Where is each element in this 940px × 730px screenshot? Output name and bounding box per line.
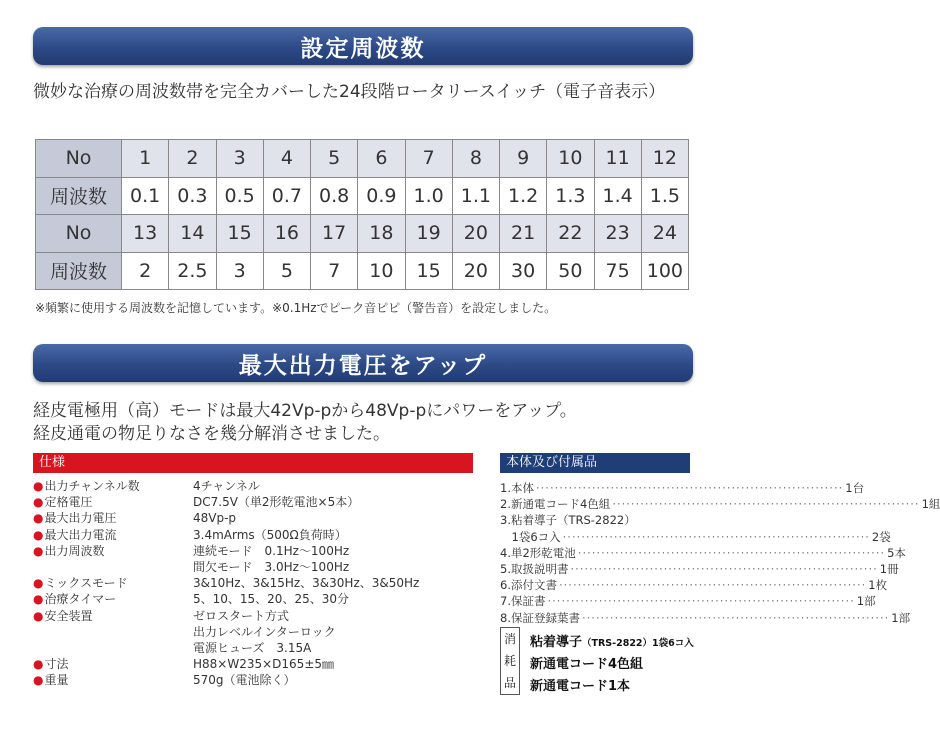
accessory-name: 2.新通電コード4色組 — [500, 497, 611, 512]
spec-label — [33, 591, 193, 607]
accessory-item — [500, 577, 888, 593]
no-cell: 4 — [263, 140, 310, 178]
specs-list — [33, 478, 473, 689]
no-cell: 8 — [452, 140, 499, 178]
spec-value: 間欠モード 3.0Hz～100Hz — [193, 560, 350, 575]
accessory-name: 4.単2形乾電池 — [500, 545, 576, 560]
spec-row — [33, 608, 473, 624]
no-cell: 3 — [216, 140, 263, 178]
no-cell: 24 — [641, 215, 688, 253]
accessory-name: 1袋6コ入 — [500, 529, 561, 544]
frequency-description: 微妙な治療の周波数帯を完全カバーした24段階ロータリースイッチ（電子音表示） — [33, 82, 666, 102]
spec-value: 4チャンネル — [193, 479, 260, 493]
section-title-voltage: 最大出力電圧をアップ — [33, 344, 693, 382]
spec-row — [33, 543, 473, 559]
leader-dots: ·································································· — [570, 562, 878, 577]
accessory-name: 5.取扱説明書 — [500, 562, 569, 577]
accessory-quantity: 5本 — [887, 545, 906, 560]
frequency-cell: 30 — [500, 252, 547, 290]
spec-value: 5、10、15、20、25、30分 — [193, 592, 349, 607]
frequency-cell: 2 — [122, 252, 169, 290]
bullet-icon: ● — [33, 543, 44, 558]
spec-label-text: 最大出力電流 — [44, 527, 117, 542]
spec-row — [33, 672, 473, 688]
no-header: No — [36, 140, 122, 178]
accessory-quantity: 1冊 — [879, 562, 899, 577]
no-cell: 17 — [311, 215, 358, 253]
accessory-name: 3.粘着導子（TRS-2822） — [500, 513, 636, 528]
frequency-cell: 50 — [547, 252, 594, 290]
frequency-cell: 1.0 — [405, 177, 452, 215]
no-cell: 19 — [405, 215, 452, 253]
accessory-quantity: 1部 — [856, 594, 876, 609]
no-cell: 23 — [594, 215, 641, 253]
consumables-label — [500, 627, 520, 695]
no-cell: 7 — [405, 140, 452, 178]
spec-row — [33, 591, 473, 607]
frequency-cell: 10 — [358, 252, 405, 290]
accessory-name: 1.本体 — [500, 481, 534, 495]
no-cell: 14 — [169, 215, 216, 253]
spec-label — [33, 656, 193, 672]
consumable-item: 新通電コード4色組 — [530, 657, 644, 672]
voltage-description-line2: 経皮通電の物足りなさを幾分解消させました。 — [33, 424, 390, 444]
spec-row — [33, 640, 473, 656]
frequency-cell: 7 — [311, 252, 358, 290]
table-row — [36, 252, 689, 290]
bullet-icon: ● — [33, 527, 44, 542]
spec-value: ゼロスタート方式 — [193, 608, 290, 623]
accessory-item — [500, 480, 865, 496]
bullet-icon: ● — [33, 657, 44, 672]
accessory-quantity: 1組 — [921, 497, 940, 512]
frequency-table — [35, 139, 689, 290]
bullet-icon: ● — [33, 576, 44, 591]
accessory-name: 6.添付文書 — [500, 578, 557, 593]
no-cell: 20 — [452, 215, 499, 253]
spec-value: 連続モード 0.1Hz～100Hz — [193, 543, 350, 558]
consumable-detail: （TRS-2822）1袋6コ入 — [582, 638, 694, 649]
spec-label — [33, 494, 193, 510]
no-cell: 9 — [500, 140, 547, 178]
frequency-cell: 0.7 — [263, 177, 310, 215]
accessory-quantity: 1部 — [891, 610, 911, 625]
frequency-cell: 1.1 — [452, 177, 499, 215]
spec-row — [33, 624, 473, 640]
spec-value: 電源ヒューズ 3.15A — [193, 641, 312, 656]
spec-label — [33, 640, 193, 656]
spec-row — [33, 494, 473, 510]
bullet-icon: ● — [33, 673, 44, 688]
spec-label-text: 重量 — [44, 673, 69, 688]
accessory-item — [500, 545, 906, 561]
spec-label — [33, 672, 193, 688]
spec-label — [33, 608, 193, 624]
frequency-cell: 5 — [263, 252, 310, 290]
frequency-header: 周波数 — [36, 177, 122, 215]
accessories-list — [500, 480, 940, 626]
no-cell: 15 — [216, 215, 263, 253]
leader-dots: ·································································· — [581, 610, 890, 625]
spec-row — [33, 527, 473, 543]
spec-label-text: ミックスモード — [44, 576, 128, 591]
consumable-item — [530, 631, 694, 650]
no-cell: 13 — [122, 215, 169, 253]
accessory-item — [500, 593, 876, 609]
bullet-icon: ● — [33, 592, 44, 607]
frequency-cell: 0.8 — [311, 177, 358, 215]
leader-dots: ·································································· — [577, 545, 886, 560]
no-cell: 16 — [263, 215, 310, 253]
frequency-cell: 1.5 — [641, 177, 688, 215]
frequency-cell: 100 — [641, 252, 688, 290]
leader-dots: ·································································· — [547, 594, 855, 609]
spec-label — [33, 624, 193, 640]
accessory-item — [500, 512, 690, 528]
leader-dots: ·································································· — [562, 529, 870, 544]
spec-label-text: 最大出力電圧 — [44, 511, 117, 526]
consumables-box — [500, 627, 710, 695]
spec-value: 3.4mArms（500Ω負荷時） — [193, 527, 347, 542]
accessory-item — [500, 496, 940, 512]
spec-row — [33, 478, 473, 494]
voltage-description-line1: 経皮電極用（高）モードは最大42Vp-pから48Vp-pにパワーをアップ。 — [33, 401, 577, 421]
spec-label-text: 出力チャンネル数 — [44, 479, 140, 493]
accessory-name: 7.保証書 — [500, 594, 546, 609]
frequency-cell: 0.5 — [216, 177, 263, 215]
no-cell: 6 — [358, 140, 405, 178]
no-cell: 5 — [311, 140, 358, 178]
no-header: No — [36, 215, 122, 253]
spec-value: 3&10Hz、3&15Hz、3&30Hz、3&50Hz — [193, 576, 420, 591]
consumables-label-char: 品 — [503, 676, 516, 690]
accessory-quantity: 2袋 — [871, 529, 891, 544]
bullet-icon: ● — [33, 511, 44, 526]
no-cell: 11 — [594, 140, 641, 178]
table-row — [36, 177, 689, 215]
no-cell: 1 — [122, 140, 169, 178]
spec-label-text: 出力周波数 — [44, 543, 105, 558]
spec-label-text: 治療タイマー — [44, 592, 117, 607]
spec-row — [33, 656, 473, 672]
consumable-item: 新通電コード1本 — [530, 679, 631, 694]
no-cell: 22 — [547, 215, 594, 253]
accessory-quantity: 1枚 — [868, 578, 888, 593]
spec-value: 48Vp-p — [193, 511, 237, 526]
frequency-note: ※頻繁に使用する周波数を記憶しています。※0.1Hzでピーク音ピピ（警告音）を設定しました。 — [35, 301, 557, 315]
spec-label-text: 寸法 — [44, 657, 69, 672]
spec-row — [33, 510, 473, 526]
frequency-header: 周波数 — [36, 252, 122, 290]
leader-dots: ·································································· — [612, 497, 920, 512]
consumables-label-char: 耗 — [503, 654, 516, 668]
leader-dots: ·································································· — [535, 481, 844, 495]
frequency-cell: 1.3 — [547, 177, 594, 215]
table-row — [36, 215, 689, 253]
spec-row — [33, 559, 473, 575]
frequency-cell: 0.9 — [358, 177, 405, 215]
leader-dots: ·································································· — [558, 578, 867, 593]
spec-value: 出力レベルインターロック — [193, 624, 336, 639]
no-cell: 2 — [169, 140, 216, 178]
spec-label — [33, 527, 193, 543]
spec-label — [33, 478, 193, 494]
spec-value: 570g（電池除く） — [193, 673, 296, 688]
frequency-cell: 1.2 — [500, 177, 547, 215]
spec-label — [33, 559, 193, 575]
accessory-name: 8.保証登録葉書 — [500, 610, 580, 625]
accessory-item — [500, 529, 891, 545]
bullet-icon: ● — [33, 495, 44, 510]
table-row — [36, 140, 689, 178]
frequency-cell: 2.5 — [169, 252, 216, 290]
spec-label-text: 定格電圧 — [44, 495, 93, 510]
accessory-quantity: 1台 — [845, 481, 865, 495]
spec-label — [33, 575, 193, 591]
bullet-icon: ● — [33, 608, 44, 623]
no-cell: 21 — [500, 215, 547, 253]
spec-row — [33, 575, 473, 591]
bullet-icon: ● — [33, 479, 44, 493]
accessory-item — [500, 561, 899, 577]
consumables-label-char: 消 — [503, 632, 516, 646]
frequency-cell: 3 — [216, 252, 263, 290]
accessories-header: 本体及び付属品 — [500, 453, 690, 473]
frequency-cell: 15 — [405, 252, 452, 290]
section-title-frequency: 設定周波数 — [33, 27, 693, 65]
frequency-cell: 1.4 — [594, 177, 641, 215]
frequency-cell: 0.3 — [169, 177, 216, 215]
spec-label-text: 安全装置 — [44, 608, 93, 623]
accessory-item — [500, 610, 911, 626]
frequency-cell: 0.1 — [122, 177, 169, 215]
spec-value: DC7.5V（単2形乾電池×5本） — [193, 495, 360, 510]
no-cell: 10 — [547, 140, 594, 178]
frequency-cell: 75 — [594, 252, 641, 290]
no-cell: 18 — [358, 215, 405, 253]
frequency-cell: 20 — [452, 252, 499, 290]
spec-value: H88×W235×D165±5㎜ — [193, 657, 335, 672]
consumable-name: 粘着導子 — [530, 635, 583, 650]
specs-header: 仕様 — [33, 453, 473, 473]
spec-label — [33, 543, 193, 559]
spec-label — [33, 510, 193, 526]
no-cell: 12 — [641, 140, 688, 178]
